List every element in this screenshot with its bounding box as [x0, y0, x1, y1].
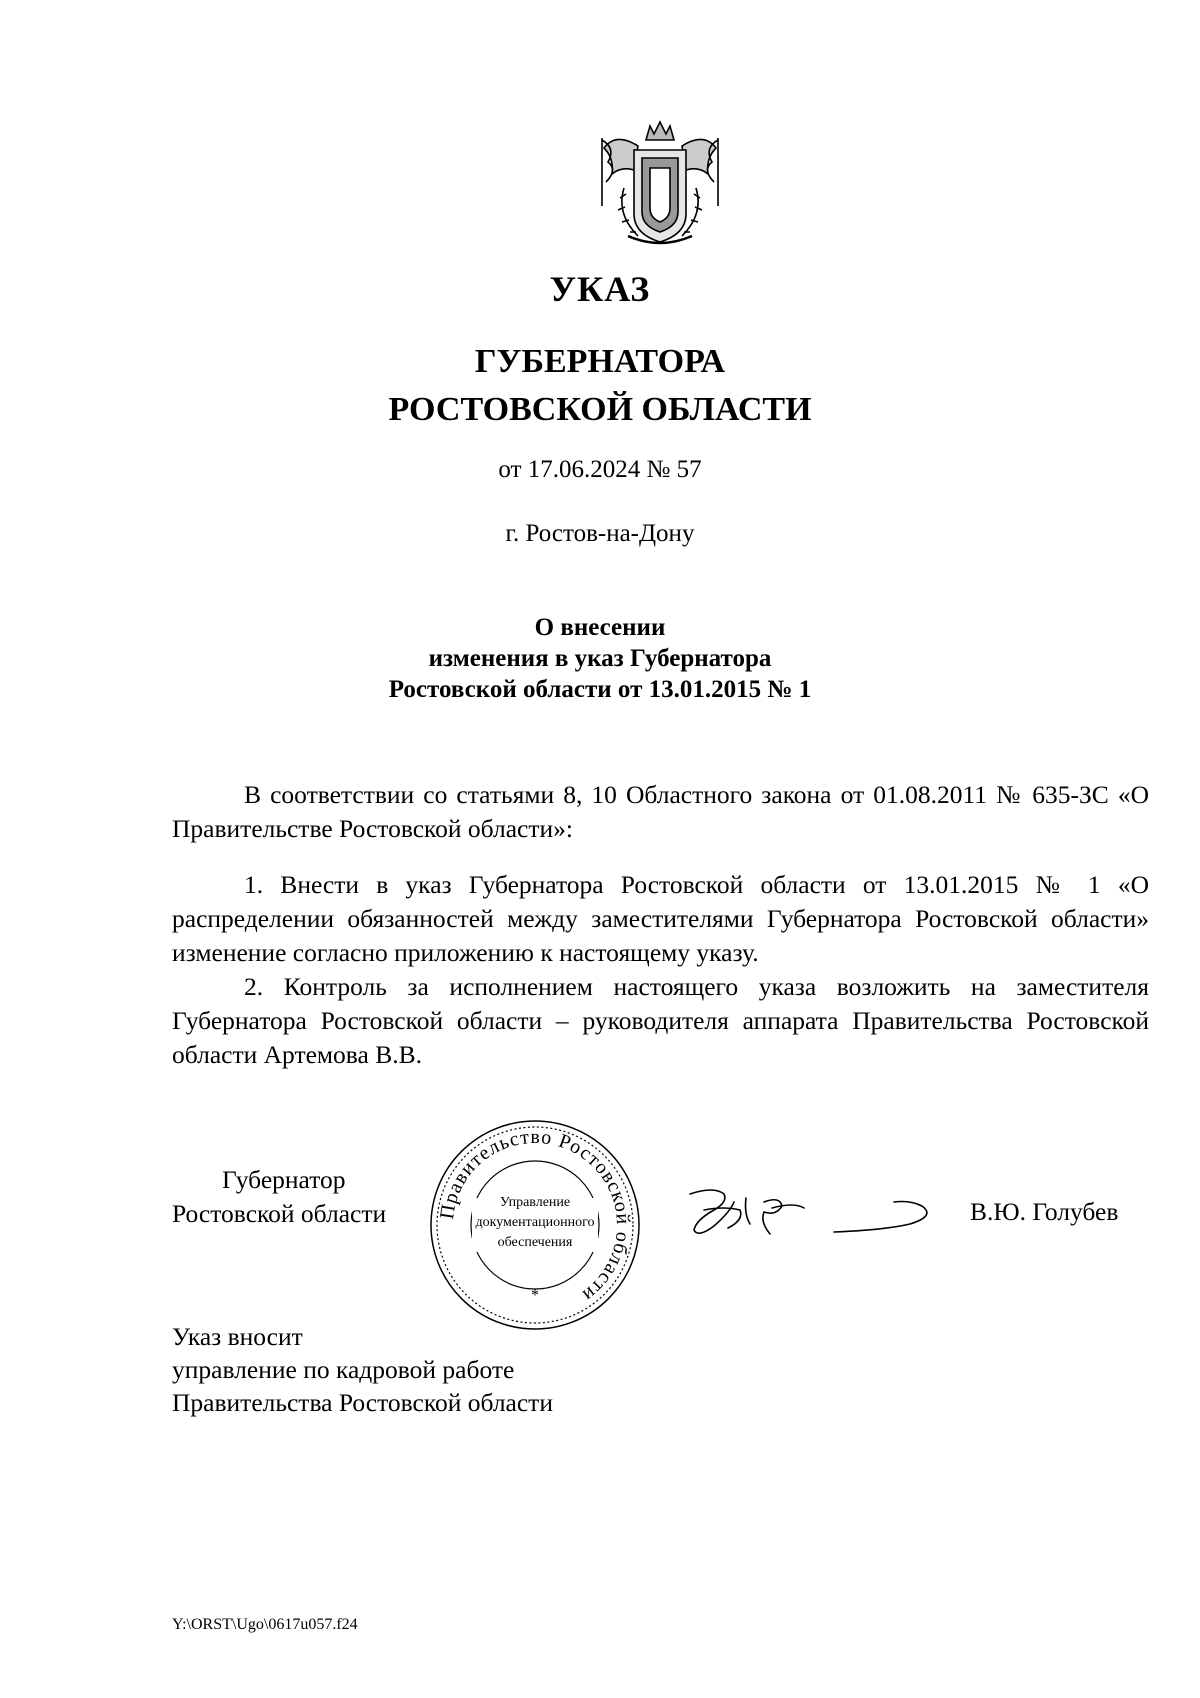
seal-center-line-1: Управление: [499, 1195, 571, 1210]
item-1-paragraph: 1. Внести в указ Губернатора Ростовской области от 13.01.2015 № 1 «О распределении обязанностей между заместителями Губернатора Ростовской области» изменение согласно приложению к настоящему указу.: [172, 870, 1149, 967]
document-body: [172, 778, 1149, 1072]
svg-text:*: *: [531, 1287, 539, 1304]
signatory-position: [172, 1163, 432, 1231]
file-path-footer: Y:\ORST\Ugo\0617u057.f24: [172, 1616, 358, 1633]
issuer-line-2: РОСТОВСКОЙ ОБЛАСТИ: [388, 391, 812, 428]
seal-ring-text: Правительство Ростовской области: [436, 1125, 635, 1307]
position-line-1: Губернатор: [222, 1165, 346, 1194]
seal-center-line-3: обеспечения: [497, 1235, 573, 1250]
position-line-2: Ростовской области: [172, 1199, 387, 1228]
submitted-by-block: [172, 1320, 553, 1419]
submitted-by-line-3: Правительства Ростовской области: [172, 1388, 553, 1417]
city-line: г. Ростов-на-Дону: [505, 520, 695, 547]
official-seal-icon: [428, 1118, 642, 1332]
handwritten-signature-icon: [684, 1180, 940, 1250]
issuer-line-1: ГУБЕРНАТОРА: [474, 343, 726, 380]
subject-line-3: Ростовской области от 13.01.2015 № 1: [388, 676, 812, 703]
subject-line-2: изменения в указ Губернатора: [428, 645, 772, 672]
issuer-heading: [0, 338, 1200, 434]
seal-center-line-2: документационного: [475, 1215, 595, 1230]
submitted-by-line-1: Указ вносит: [172, 1322, 303, 1351]
date-number-line: от 17.06.2024 № 57: [498, 456, 702, 483]
preamble-paragraph: В соответствии со статьями 8, 10 Областного закона от 01.08.2011 № 635-ЗС «О Правительстве Ростовской области»:: [172, 780, 1149, 843]
submitted-by-line-2: управление по кадровой работе: [172, 1355, 515, 1384]
item-2-paragraph: 2. Контроль за исполнением настоящего указа возложить на заместителя Губернатора Ростовской области – руководителя аппарата Правительства Ростовской области Артемова В.В.: [172, 972, 1149, 1069]
subject-heading: [0, 612, 1200, 705]
signatory-name: В.Ю. Голубев: [970, 1197, 1119, 1226]
subject-line-1: О внесении: [534, 614, 666, 641]
coat-of-arms-icon: [594, 118, 726, 246]
document-title: УКАЗ: [549, 269, 651, 309]
